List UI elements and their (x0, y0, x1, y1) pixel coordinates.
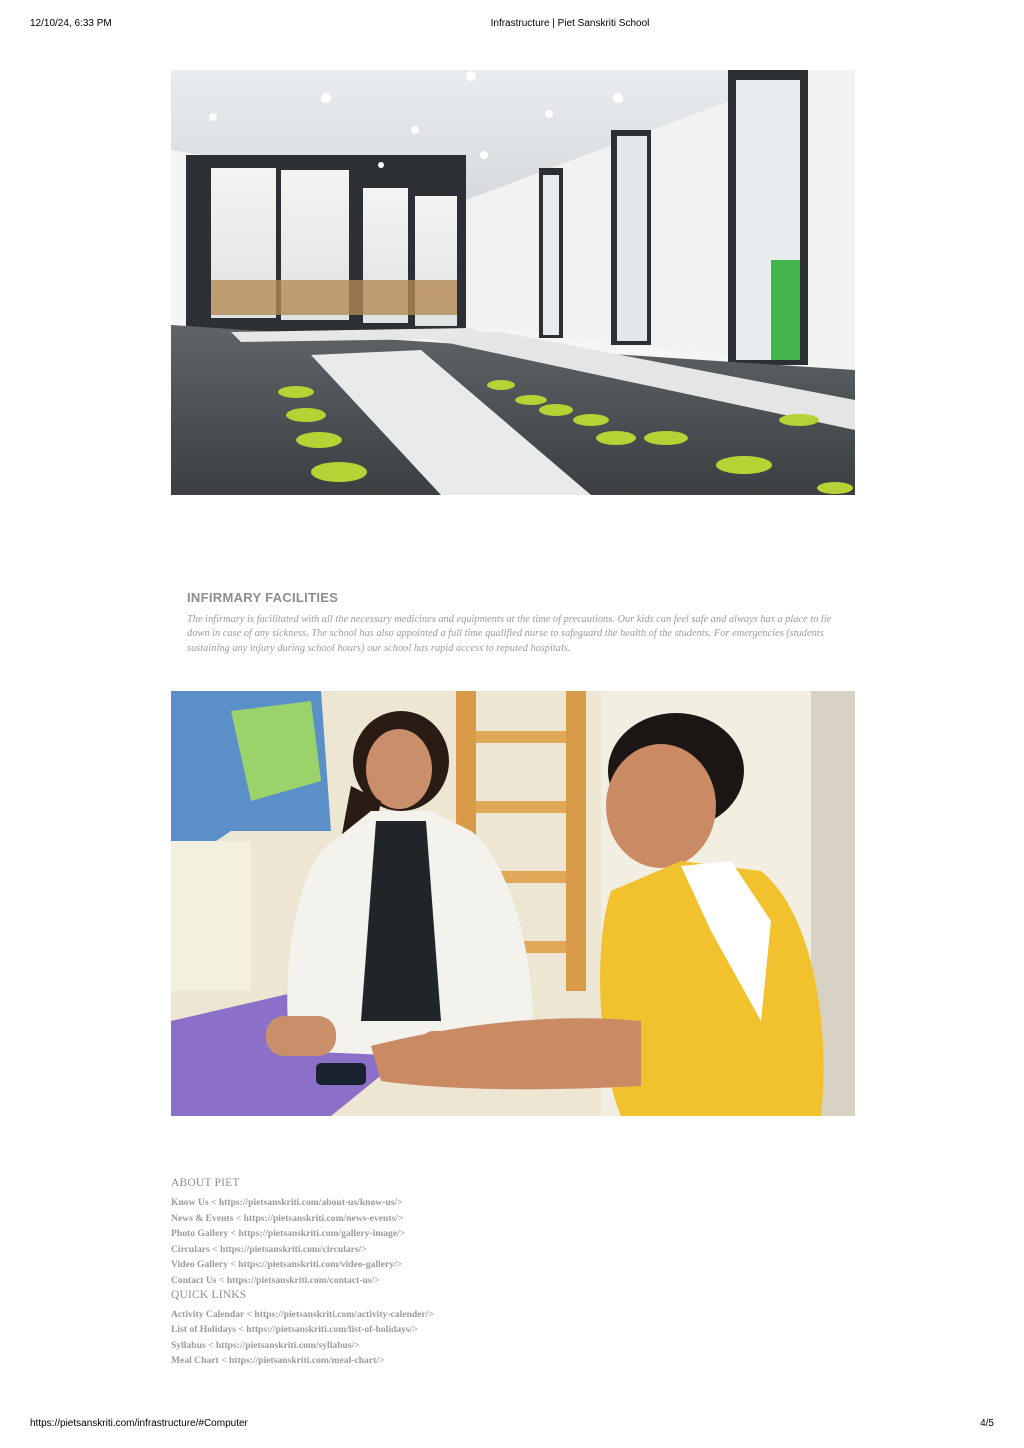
about-heading: ABOUT PIET (171, 1177, 240, 1189)
about-links (171, 1195, 771, 1289)
link-photo-gallery[interactable]: Photo Gallery < https://pietsanskriti.com/gallery-image/> (171, 1228, 406, 1240)
print-page-title: Infrastructure | Piet Sanskriti School (490, 18, 650, 29)
link-activity-calendar[interactable]: Activity Calendar < https://pietsanskriti.com/activity-calender/> (171, 1308, 434, 1320)
link-meal-chart[interactable]: Meal Chart < https://pietsanskriti.com/meal-chart/> (171, 1355, 385, 1367)
infirmary-illustration (171, 691, 855, 1116)
footer-links (171, 1177, 771, 1369)
canteen-photo (171, 70, 855, 495)
print-footer (0, 1418, 1024, 1432)
print-page-number: 4/5 (980, 1418, 994, 1429)
quick-links (171, 1307, 771, 1369)
infirmary-photo (171, 691, 855, 1116)
print-url: https://pietsanskriti.com/infrastructure/#Computer (30, 1418, 248, 1429)
print-header (0, 18, 1024, 32)
link-circulars[interactable]: Circulars < https://pietsanskriti.com/circulars/> (171, 1243, 367, 1255)
canteen-illustration (171, 70, 855, 495)
section-title: INFIRMARY FACILITIES (187, 590, 339, 605)
link-know-us[interactable]: Know Us < https://pietsanskriti.com/about-us/know-us/> (171, 1197, 403, 1208)
section-description: The infirmary is facilitated with all the necessary medicines and equipments at the time of precautions. Our kids can feel safe and always has a place to lie down in case of any sickness. The school has also appointed a full time qualified nurse to safeguard the health of the students. For emergencies (students sustaining any injury during school hours) our school has rapid access to reputed hospitals. (187, 614, 832, 654)
link-news-events[interactable]: News & Events < https://pietsanskriti.com/news-events/> (171, 1212, 404, 1224)
link-contact-us[interactable]: Contact Us < https://pietsanskriti.com/contact-us/> (171, 1274, 380, 1286)
quick-links-heading: QUICK LINKS (171, 1288, 247, 1301)
link-syllabus[interactable]: Syllabus < https://pietsanskriti.com/syllabus/> (171, 1339, 360, 1351)
link-video-gallery[interactable]: Video Gallery < https://pietsanskriti.com/video-gallery/> (171, 1259, 403, 1271)
print-datetime: 12/10/24, 6:33 PM (30, 18, 112, 29)
infirmary-section (187, 590, 847, 656)
link-list-of-holidays[interactable]: List of Holidays < https://pietsanskriti.com/list-of-holidays/> (171, 1324, 418, 1336)
